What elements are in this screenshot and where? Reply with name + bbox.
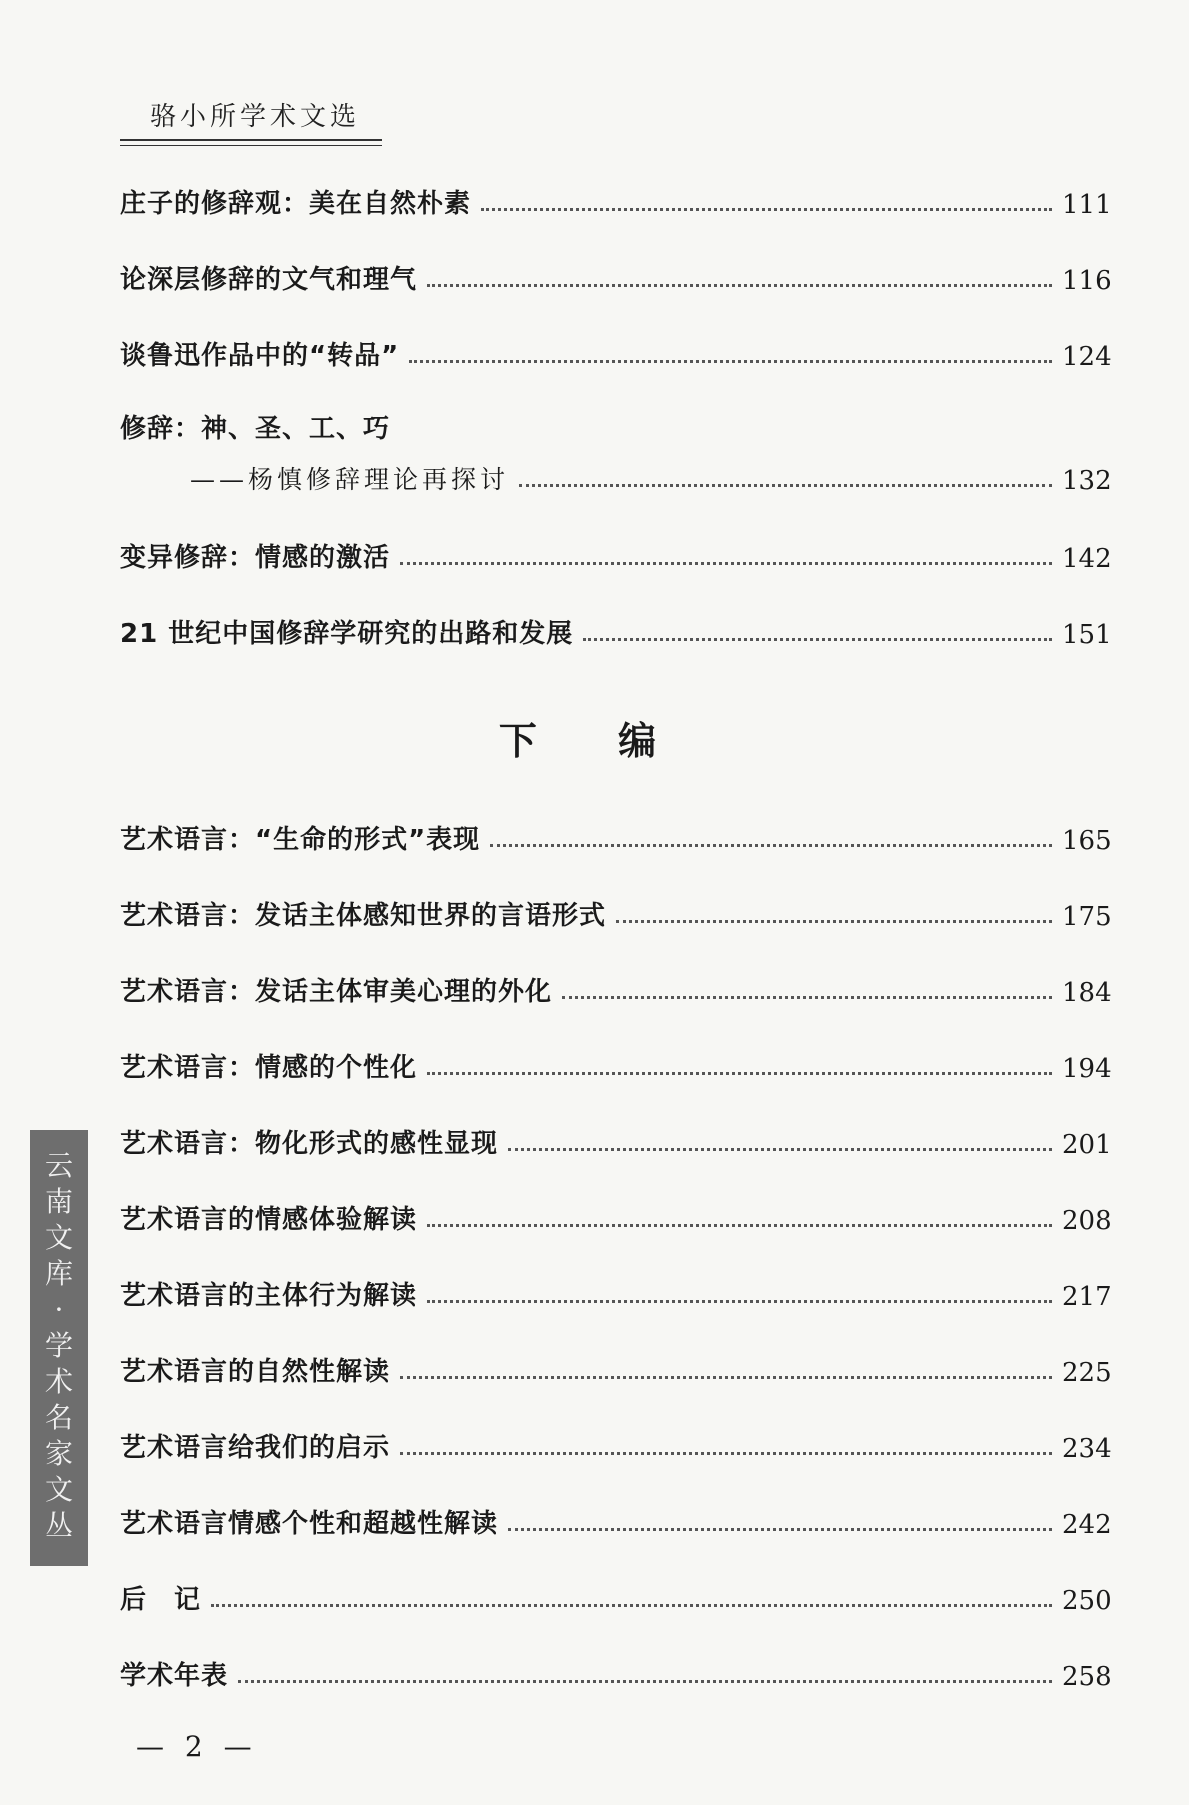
toc-entry-page: 165: [1062, 826, 1112, 856]
toc-entry-page: 225: [1062, 1358, 1112, 1388]
toc-entry-page: 242: [1062, 1510, 1112, 1540]
toc-entry-page: 217: [1062, 1282, 1112, 1312]
toc-entry-title: 学术年表: [120, 1661, 229, 1691]
side-band-char: 家: [44, 1437, 73, 1470]
toc-entry-title: 谈鲁迅作品中的“转品”: [120, 341, 400, 371]
toc-entry-title: 艺术语言：情感的个性化: [120, 1053, 418, 1083]
toc-entry-page: 194: [1062, 1054, 1112, 1084]
side-band-char: 文: [44, 1221, 73, 1254]
toc-entry[interactable]: [120, 1576, 1110, 1616]
toc-entry-title: 艺术语言的自然性解读: [120, 1357, 391, 1387]
side-band-char: 学: [44, 1329, 73, 1362]
side-band-char: 库: [44, 1257, 73, 1290]
dot-leader: [616, 920, 1052, 923]
dot-leader: [490, 844, 1052, 847]
toc-entry[interactable]: [120, 1652, 1110, 1692]
toc-entry[interactable]: [120, 180, 1110, 220]
toc-entry[interactable]: [120, 332, 1110, 372]
toc-entry-title: 论深层修辞的文气和理气: [120, 265, 418, 295]
dot-leader: [409, 360, 1052, 363]
side-band-char: 丛: [44, 1509, 73, 1542]
side-band-char: 南: [44, 1185, 73, 1218]
toc-entry[interactable]: [120, 256, 1110, 296]
dot-leader: [508, 1148, 1052, 1151]
toc-entry-page: 258: [1062, 1662, 1112, 1692]
toc-entry[interactable]: [120, 968, 1110, 1008]
toc-entry-title: 艺术语言：物化形式的感性显现: [120, 1129, 499, 1159]
running-head: 骆小所学术文选: [150, 102, 361, 132]
toc-entry-page: 250: [1062, 1586, 1112, 1616]
toc-entry[interactable]: [120, 534, 1110, 574]
toc-entry-page: 124: [1062, 342, 1112, 372]
dot-leader: [508, 1528, 1052, 1531]
dot-leader: [562, 996, 1052, 999]
toc-entry-title: 艺术语言情感个性和超越性解读: [120, 1509, 499, 1539]
side-band-char: 云: [44, 1149, 73, 1182]
dot-leader: [400, 1376, 1052, 1379]
toc-entry-title: 变异修辞：情感的激活: [120, 543, 391, 573]
toc-entry[interactable]: [120, 1044, 1110, 1084]
toc-entry-page: 234: [1062, 1434, 1112, 1464]
toc-entry-page: 175: [1062, 902, 1112, 932]
dot-leader: [427, 1300, 1052, 1303]
toc-entry-title: 艺术语言的主体行为解读: [120, 1281, 418, 1311]
toc-entry-title: 后 记: [120, 1585, 202, 1615]
dot-leader: [427, 284, 1052, 287]
dot-leader: [481, 208, 1052, 211]
toc-entry[interactable]: [120, 610, 1110, 650]
toc-entry-page: 111: [1062, 190, 1112, 220]
toc-entry-title: 艺术语言给我们的启示: [120, 1433, 391, 1463]
toc-entry-subtitle: ——杨慎修辞理论再探讨: [190, 465, 510, 494]
toc-entry-page: 184: [1062, 978, 1112, 1008]
toc-entry[interactable]: [120, 816, 1110, 856]
dot-leader: [583, 638, 1052, 641]
page-number: — 2 —: [136, 1730, 258, 1763]
toc-entry-title: 艺术语言：发话主体感知世界的言语形式: [120, 901, 607, 931]
toc-entry-page: 142: [1062, 544, 1112, 574]
dot-leader: [519, 484, 1052, 487]
toc-entry-page: 116: [1062, 266, 1112, 296]
section-heading: 下 编: [498, 718, 691, 763]
toc-entry[interactable]: [120, 1500, 1110, 1540]
dot-leader: [427, 1224, 1052, 1227]
toc-entry-page: 151: [1062, 620, 1112, 650]
toc-entry[interactable]: [120, 1424, 1110, 1464]
toc-entry[interactable]: [120, 892, 1110, 932]
dot-leader: [211, 1604, 1052, 1607]
side-band-char: 文: [44, 1473, 73, 1506]
side-band-char: 术: [44, 1365, 73, 1398]
toc-entry-title: 艺术语言：发话主体审美心理的外化: [120, 977, 553, 1007]
dot-leader: [238, 1680, 1052, 1683]
toc-entry-title: 庄子的修辞观：美在自然朴素: [120, 189, 472, 219]
toc-entry-title: 艺术语言的情感体验解读: [120, 1205, 418, 1235]
side-band-char: ·: [54, 1293, 64, 1326]
toc-entry[interactable]: [120, 1120, 1110, 1160]
toc-entry[interactable]: [120, 1272, 1110, 1312]
dot-leader: [400, 1452, 1052, 1455]
toc-entry[interactable]: [190, 456, 1110, 496]
toc-entry[interactable]: [120, 1196, 1110, 1236]
dot-leader: [400, 562, 1052, 565]
series-side-band: [30, 1130, 88, 1566]
toc-entry-page: 132: [1062, 466, 1112, 496]
toc-entry-title-line1[interactable]: 修辞：神、圣、工、巧: [120, 414, 391, 444]
dot-leader: [427, 1072, 1052, 1075]
toc-entry-title: 21 世纪中国修辞学研究的出路和发展: [120, 619, 574, 649]
toc-entry-page: 208: [1062, 1206, 1112, 1236]
side-band-char: 名: [44, 1401, 73, 1434]
toc-entry-title: 艺术语言：“生命的形式”表现: [120, 825, 481, 855]
toc-entry[interactable]: [120, 1348, 1110, 1388]
toc-entry-page: 201: [1062, 1130, 1112, 1160]
